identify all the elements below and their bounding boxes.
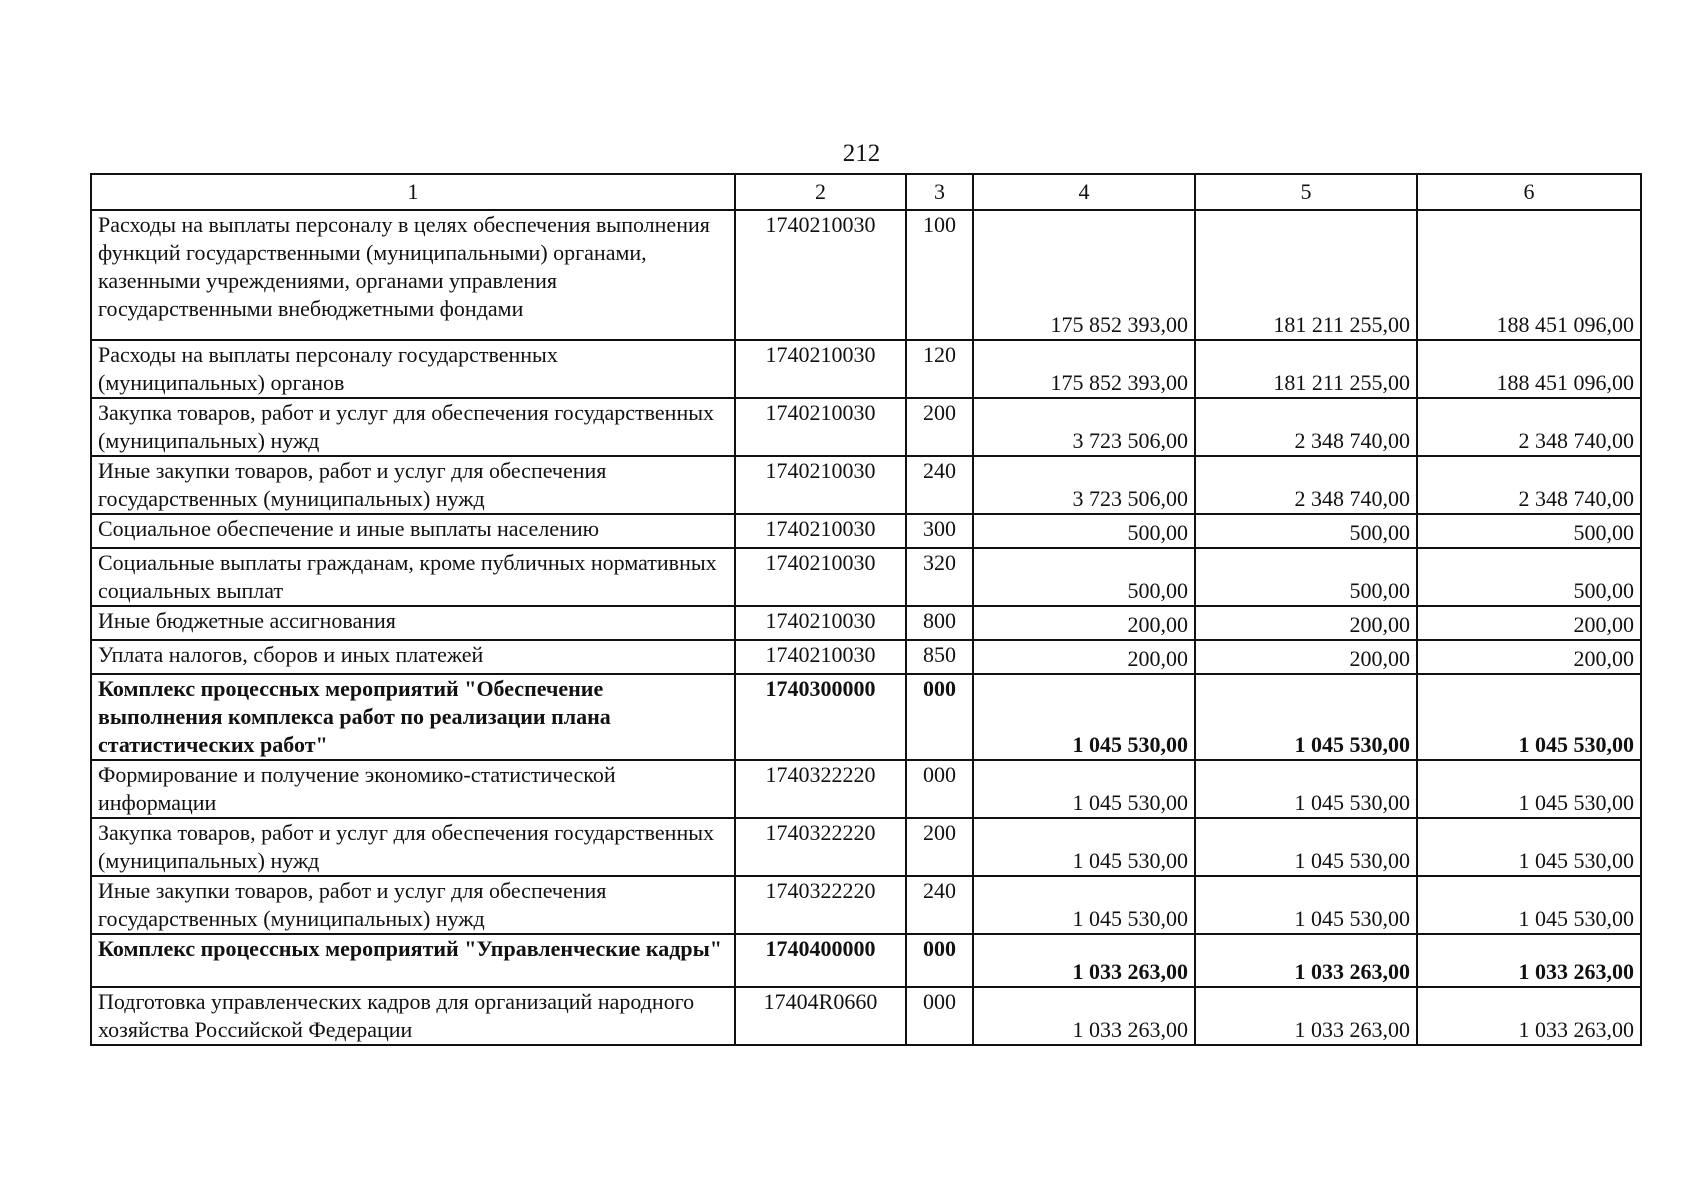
row-name-cell: Формирование и получение экономико-статистической информации [91,760,735,818]
row-name-cell: Уплата налогов, сборов и иных платежей [91,640,735,674]
row-type-cell: 120 [906,340,973,398]
row-type-cell: 850 [906,640,973,674]
row-type-cell: 240 [906,456,973,514]
row-amount-col4: 175 852 393,00 [973,210,1195,340]
row-name-cell: Иные закупки товаров, работ и услуг для обеспечения государственных (муниципальных) нужд [91,456,735,514]
header-cell: 3 [906,174,973,210]
row-amount-col4: 3 723 506,00 [973,456,1195,514]
row-type-cell: 300 [906,514,973,548]
row-amount-col5: 181 211 255,00 [1195,210,1417,340]
row-code-cell: 1740322220 [735,760,906,818]
row-name-cell: Закупка товаров, работ и услуг для обеспечения государственных (муниципальных) нужд [91,818,735,876]
header-cell: 6 [1417,174,1641,210]
table-row [91,606,1641,640]
row-amount-col6: 500,00 [1417,548,1641,606]
page-number: 212 [842,140,881,167]
row-amount-col6: 500,00 [1417,514,1641,548]
row-type-cell: 320 [906,548,973,606]
table-row [91,514,1641,548]
row-name-cell: Иные бюджетные ассигнования [91,606,735,640]
row-amount-col5: 200,00 [1195,640,1417,674]
row-type-cell: 000 [906,934,973,987]
row-type-cell: 200 [906,398,973,456]
row-code-cell: 1740322220 [735,876,906,934]
budget-table [90,173,1642,1046]
row-amount-col4: 1 045 530,00 [973,818,1195,876]
row-amount-col6: 1 045 530,00 [1417,876,1641,934]
row-code-cell: 1740210030 [735,548,906,606]
row-amount-col6: 200,00 [1417,606,1641,640]
row-amount-col5: 500,00 [1195,548,1417,606]
row-name-cell: Комплекс процессных мероприятий "Обеспечение выполнения комплекса работ по реализации плана статистических работ" [91,674,735,760]
row-amount-col5: 181 211 255,00 [1195,340,1417,398]
row-amount-col4: 3 723 506,00 [973,398,1195,456]
row-type-cell: 800 [906,606,973,640]
header-cell: 5 [1195,174,1417,210]
row-amount-col4: 1 033 263,00 [973,987,1195,1045]
row-name-cell: Расходы на выплаты персоналу в целях обеспечения выполнения функций государственными (муниципальными) органами, казенными учреждениями, органами управления государственными внебюджетными фондами [91,210,735,340]
table-row [91,398,1641,456]
row-name-cell: Подготовка управленческих кадров для организаций народного хозяйства Российской Федерации [91,987,735,1045]
row-amount-col5: 200,00 [1195,606,1417,640]
row-amount-col4: 1 045 530,00 [973,674,1195,760]
table-row [91,987,1641,1045]
row-type-cell: 240 [906,876,973,934]
row-code-cell: 1740322220 [735,818,906,876]
row-code-cell: 1740210030 [735,514,906,548]
table-row [91,674,1641,760]
row-amount-col5: 1 045 530,00 [1195,876,1417,934]
row-amount-col5: 1 033 263,00 [1195,987,1417,1045]
row-amount-col4: 175 852 393,00 [973,340,1195,398]
row-name-cell: Иные закупки товаров, работ и услуг для обеспечения государственных (муниципальных) нужд [91,876,735,934]
row-name-cell: Расходы на выплаты персоналу государственных (муниципальных) органов [91,340,735,398]
row-amount-col4: 1 033 263,00 [973,934,1195,987]
row-name-cell: Комплекс процессных мероприятий "Управленческие кадры" [91,934,735,987]
table-row [91,640,1641,674]
row-amount-col6: 1 045 530,00 [1417,674,1641,760]
row-amount-col6: 1 045 530,00 [1417,818,1641,876]
table-row [91,340,1641,398]
row-code-cell: 1740210030 [735,640,906,674]
row-amount-col5: 1 045 530,00 [1195,760,1417,818]
row-type-cell: 200 [906,818,973,876]
row-code-cell: 1740210030 [735,606,906,640]
row-amount-col5: 1 033 263,00 [1195,934,1417,987]
table-row [91,876,1641,934]
row-amount-col5: 1 045 530,00 [1195,674,1417,760]
row-code-cell: 1740300000 [735,674,906,760]
row-amount-col4: 500,00 [973,514,1195,548]
row-type-cell: 000 [906,674,973,760]
row-type-cell: 100 [906,210,973,340]
row-name-cell: Социальные выплаты гражданам, кроме публичных нормативных социальных выплат [91,548,735,606]
row-amount-col4: 500,00 [973,548,1195,606]
row-code-cell: 1740210030 [735,456,906,514]
row-amount-col6: 2 348 740,00 [1417,398,1641,456]
row-amount-col6: 200,00 [1417,640,1641,674]
row-amount-col6: 1 033 263,00 [1417,987,1641,1045]
table-row [91,210,1641,340]
row-type-cell: 000 [906,987,973,1045]
table-row [91,456,1641,514]
row-amount-col6: 1 033 263,00 [1417,934,1641,987]
row-amount-col5: 500,00 [1195,514,1417,548]
row-amount-col5: 2 348 740,00 [1195,398,1417,456]
header-cell: 1 [91,174,735,210]
row-amount-col4: 1 045 530,00 [973,760,1195,818]
row-code-cell: 1740210030 [735,210,906,340]
row-code-cell: 1740210030 [735,340,906,398]
row-amount-col6: 188 451 096,00 [1417,340,1641,398]
table-row [91,548,1641,606]
row-type-cell: 000 [906,760,973,818]
row-amount-col4: 200,00 [973,640,1195,674]
header-row [91,174,1641,210]
row-amount-col4: 200,00 [973,606,1195,640]
row-amount-col4: 1 045 530,00 [973,876,1195,934]
table-row [91,760,1641,818]
row-amount-col6: 188 451 096,00 [1417,210,1641,340]
row-code-cell: 1740210030 [735,398,906,456]
row-code-cell: 17404R0660 [735,987,906,1045]
table-body [91,174,1641,1045]
row-name-cell: Социальное обеспечение и иные выплаты населению [91,514,735,548]
table-row [91,934,1641,987]
row-code-cell: 1740400000 [735,934,906,987]
header-cell: 4 [973,174,1195,210]
row-amount-col6: 1 045 530,00 [1417,760,1641,818]
row-amount-col5: 2 348 740,00 [1195,456,1417,514]
row-amount-col6: 2 348 740,00 [1417,456,1641,514]
row-name-cell: Закупка товаров, работ и услуг для обеспечения государственных (муниципальных) нужд [91,398,735,456]
row-amount-col5: 1 045 530,00 [1195,818,1417,876]
header-cell: 2 [735,174,906,210]
table-row [91,818,1641,876]
